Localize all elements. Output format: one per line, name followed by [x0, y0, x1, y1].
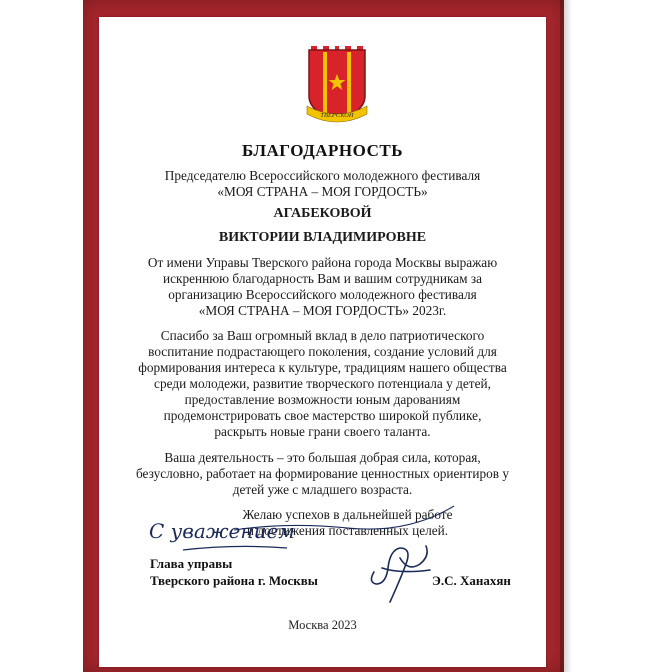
city-year: Москва 2023	[288, 618, 357, 632]
paragraph2-line: раскрыть новые грани своего таланта.	[214, 424, 431, 439]
paragraph2-line: формирования интереса к культуре, традициям нашего общества	[138, 360, 507, 375]
paragraph1-line: «МОЯ СТРАНА – МОЯ ГОРДОСТЬ» 2023г.	[198, 303, 447, 318]
signer-position-line-1: Глава управы	[150, 556, 233, 571]
paragraph1-line: организацию Всероссийского молодежного фестиваля	[168, 287, 477, 302]
document-title: БЛАГОДАРНОСТЬ	[242, 141, 403, 160]
signer-position-line-2: Тверского района г. Москвы	[150, 573, 318, 588]
paragraph2-line: воспитание подрастающего поколения, создание условий для	[148, 344, 497, 359]
recipient-surname: АГАБЕКОВОЙ	[273, 206, 372, 221]
paragraph2-line: Спасибо за Ваш огромный вклад в дело патриотического	[160, 328, 485, 343]
signer-name: Э.С. Ханахян	[432, 573, 511, 588]
paragraph2-line: продемонстрировать свое мастерство широкой публике,	[163, 408, 482, 423]
paragraph1-line: От имени Управы Тверского района города Москвы выражаю	[147, 255, 498, 270]
frame-shadow	[560, 0, 572, 672]
paragraph2-line: среди молодежи, развитие творческого потенциала у детей,	[154, 376, 491, 391]
emblem-ribbon-text: ТВЕРСКОЙ	[320, 112, 354, 119]
signature	[360, 528, 440, 608]
addressee-line-1: Председателю Всероссийского молодежного фестиваля	[164, 168, 481, 183]
tverskoy-coat-of-arms-icon	[303, 44, 371, 126]
wishes-line-1: Желаю успехов в дальнейшей работе	[242, 507, 453, 522]
paragraph3-line: безусловно, работает на формирование ценностных ориентиров у	[135, 466, 510, 481]
paragraph2-line: предоставление возможности юным дарованиям	[184, 392, 461, 407]
wishes-line-2: и достижения поставленных целей.	[246, 523, 449, 538]
paragraph1-line: искреннюю благодарность Вам и вашим сотрудникам за	[162, 271, 483, 286]
svg-text:С уважением: С уважением	[149, 519, 295, 543]
addressee-line-2: «МОЯ СТРАНА – МОЯ ГОРДОСТЬ»	[217, 184, 428, 199]
paragraph3-line: детей уже с младшего возраста.	[232, 482, 413, 497]
recipient-name: ВИКТОРИИ ВЛАДИМИРОВНЕ	[218, 230, 427, 245]
paragraph3-line: Ваша деятельность – это большая добрая сила, которая,	[164, 450, 481, 465]
